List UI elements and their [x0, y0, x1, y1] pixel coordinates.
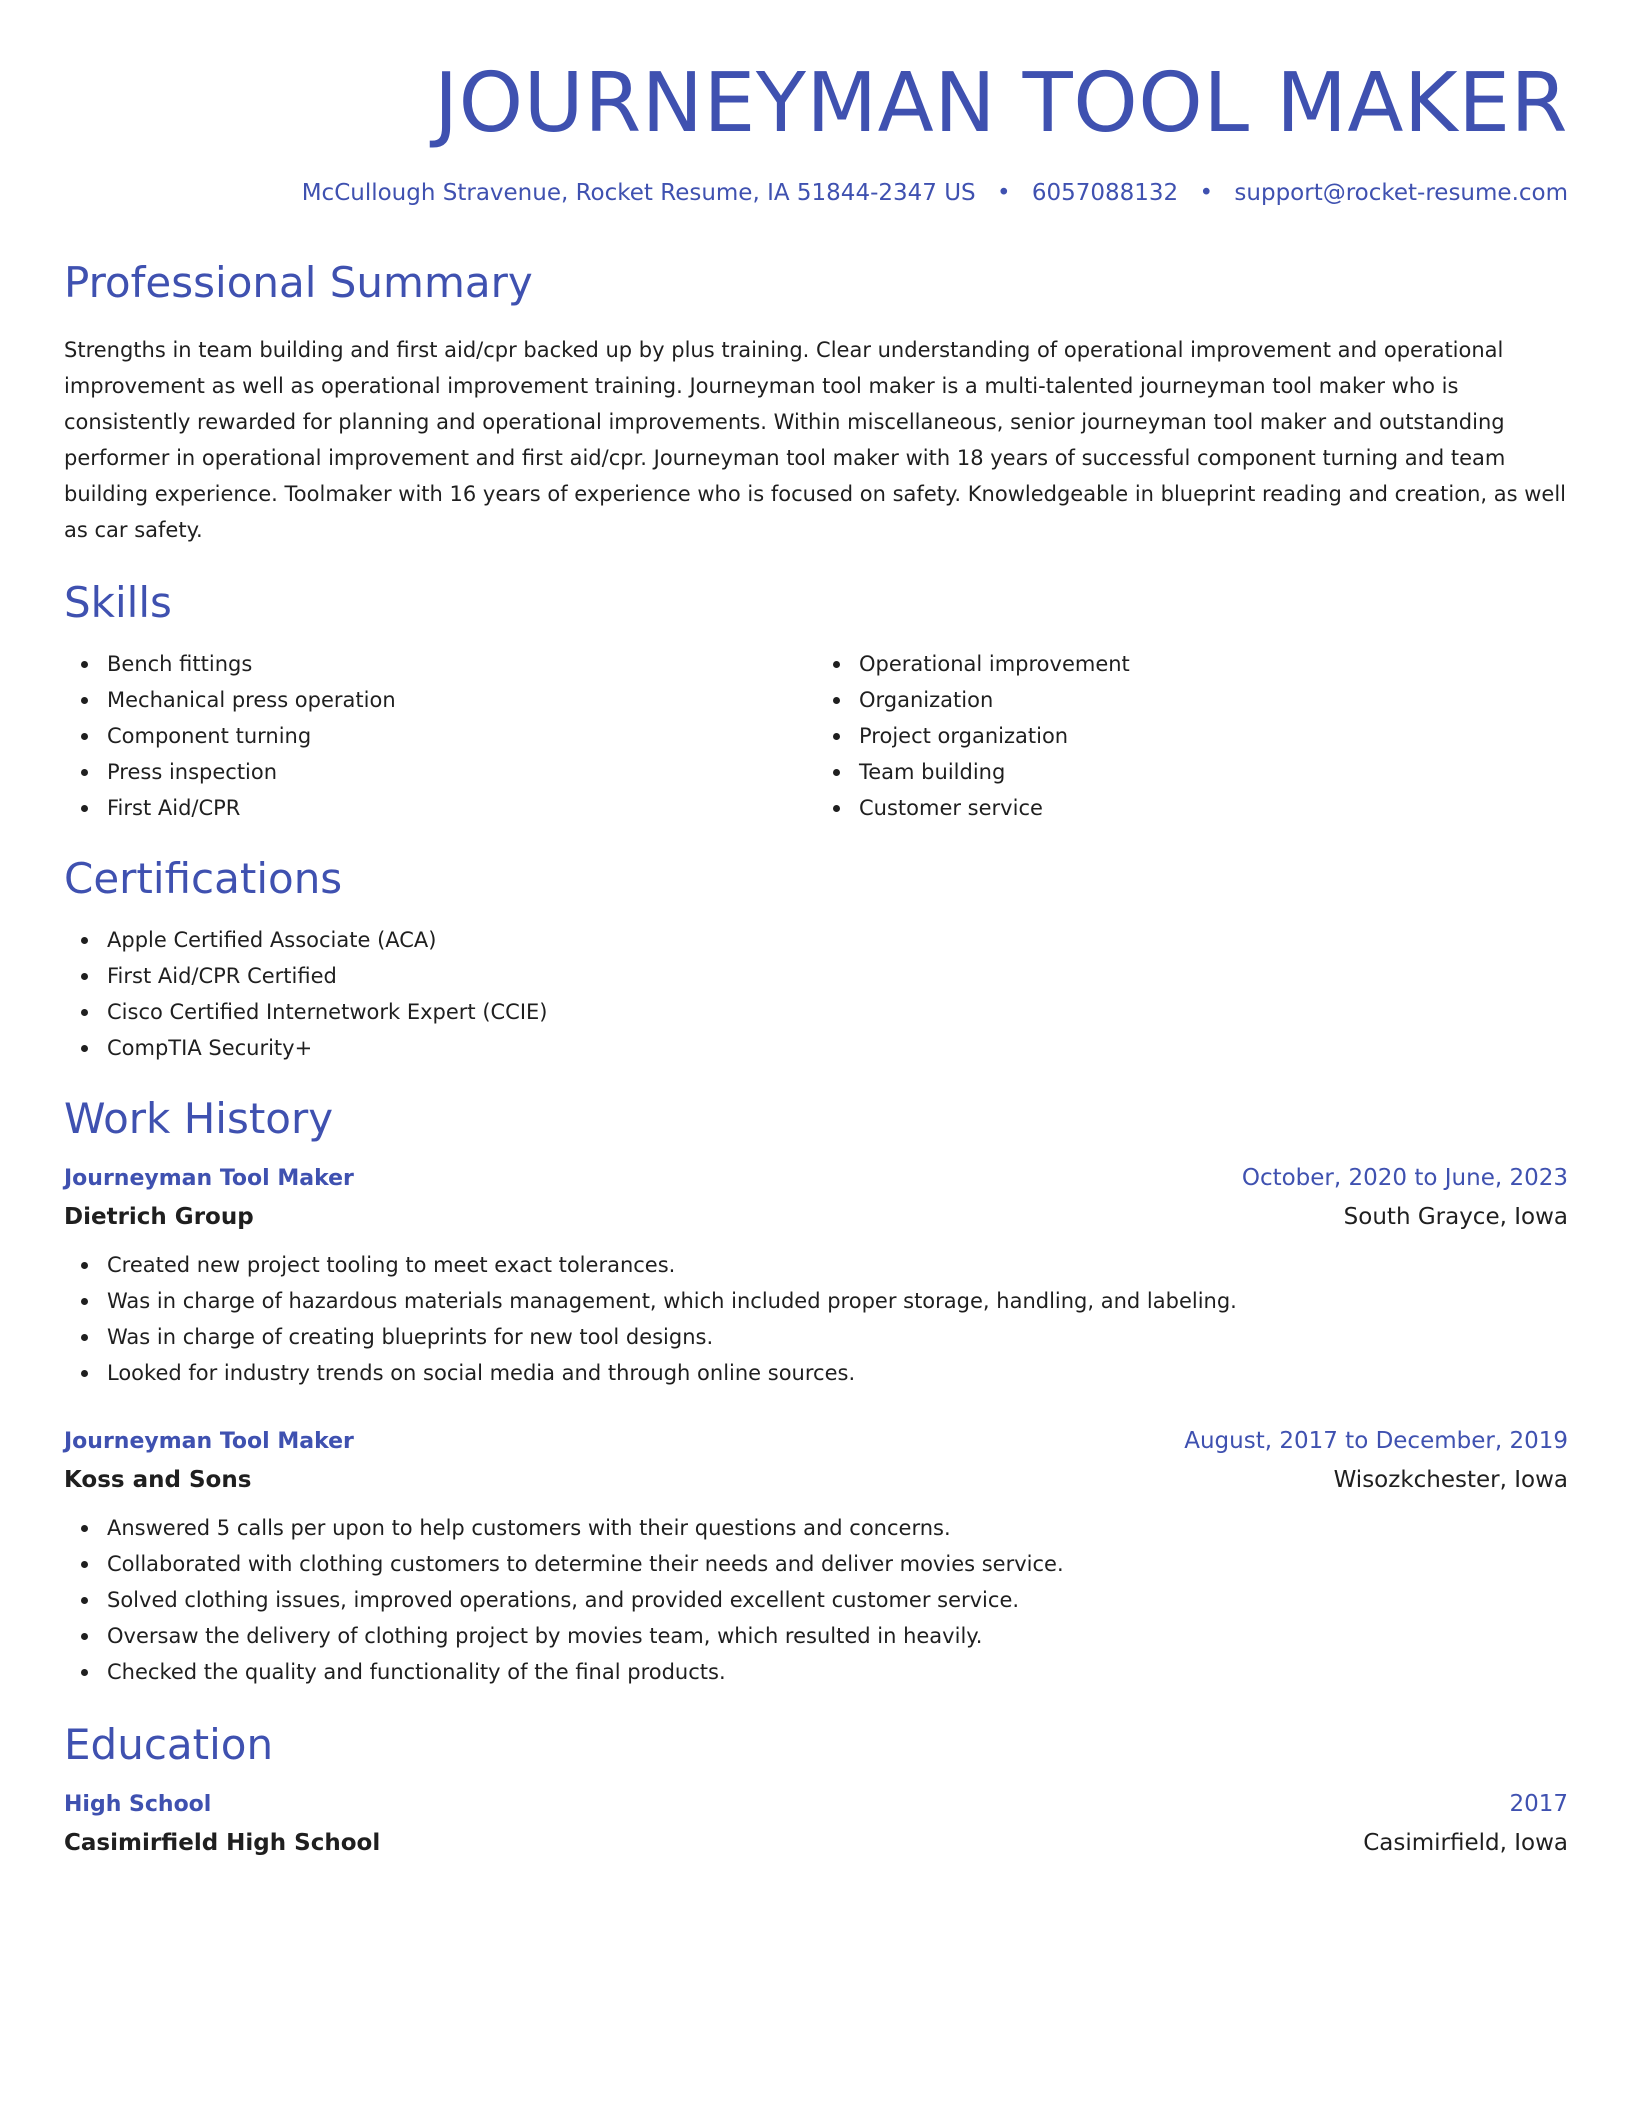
- skill-item: First Aid/CPR: [64, 790, 816, 826]
- job-company: Koss and Sons: [64, 1467, 252, 1493]
- contact-email: support@rocket-resume.com: [1234, 180, 1568, 206]
- certification-item: First Aid/CPR Certified: [64, 958, 1568, 994]
- skill-item: Press inspection: [64, 754, 816, 790]
- job-bullet: Created new project tooling to meet exact tolerances.: [64, 1247, 1568, 1283]
- skills-section: [64, 578, 1568, 826]
- education-heading: Education: [64, 1720, 274, 1769]
- work-history-section: [64, 1094, 1568, 1690]
- job-bullet: Collaborated with clothing customers to determine their needs and deliver movies service.: [64, 1546, 1568, 1582]
- job-bullet: Answered 5 calls per upon to help customers with their questions and concerns.: [64, 1510, 1568, 1546]
- certification-item: Cisco Certified Internetwork Expert (CCIE): [64, 994, 1568, 1030]
- job-dates: August, 2017 to December, 2019: [1184, 1428, 1568, 1454]
- job-title: Journeyman Tool Maker: [64, 1166, 354, 1191]
- job-location: South Grayce, Iowa: [1343, 1204, 1568, 1230]
- skill-item: Component turning: [64, 718, 816, 754]
- contact-address: McCullough Stravenue, Rocket Resume, IA 51844-2347 US: [301, 180, 976, 206]
- job-bullet: Was in charge of creating blueprints for new tool designs.: [64, 1319, 1568, 1355]
- skill-item: Customer service: [816, 790, 1568, 826]
- job-bullet: Oversaw the delivery of clothing project by movies team, which resulted in heavily.: [64, 1618, 1568, 1654]
- contact-separator: •: [996, 180, 1011, 206]
- contact-phone: 6057088132: [1031, 180, 1179, 206]
- job-bullet: Solved clothing issues, improved operations, and provided excellent customer service.: [64, 1582, 1568, 1618]
- summary-text: Strengths in team building and first aid/cpr backed up by plus training. Clear understanding of operational improvement and operational improvement as well as operational improvement training. Journeyman tool maker is a multi-talented journeyman tool maker who is consistently rewarded for planning and operational improvements. Within miscellaneous, senior journeyman tool maker and outstanding performer in operational improvement and first aid/cpr. Journeyman tool maker with 18 years of successful component turning and team building experience. Toolmaker with 16 years of experience who is focused on safety. Knowledgeable in blueprint reading and creation, as well as car safety.: [64, 338, 1567, 542]
- certification-item: CompTIA Security+: [64, 1030, 1568, 1066]
- job-bullet: Looked for industry trends on social media and through online sources.: [64, 1355, 1568, 1391]
- job-entry: [64, 1423, 1568, 1690]
- skill-item: Team building: [816, 754, 1568, 790]
- work-history-heading: Work History: [64, 1094, 334, 1143]
- job-company: Dietrich Group: [64, 1204, 254, 1230]
- job-bullet: Was in charge of hazardous materials management, which included proper storage, handling, and labeling.: [64, 1283, 1568, 1319]
- education-year: 2017: [1509, 1791, 1568, 1817]
- certifications-heading: Certifications: [64, 854, 343, 903]
- education-school: Casimirfield High School: [64, 1830, 381, 1856]
- job-bullet: Checked the quality and functionality of the final products.: [64, 1654, 1568, 1690]
- skill-item: Operational improvement: [816, 646, 1568, 682]
- skills-column-right: [816, 646, 1568, 826]
- skills-heading: Skills: [64, 578, 172, 627]
- education-section: [64, 1720, 1568, 1863]
- education-degree: High School: [64, 1792, 212, 1817]
- certifications-section: [64, 854, 1568, 1066]
- resume-content: [64, 258, 1568, 1863]
- job-title: Journeyman Tool Maker: [64, 1429, 354, 1454]
- skill-item: Mechanical press operation: [64, 682, 816, 718]
- resume-name: JOURNEYMAN TOOL MAKER: [433, 56, 1568, 151]
- summary-heading: Professional Summary: [64, 258, 533, 307]
- education-location: Casimirfield, Iowa: [1363, 1830, 1568, 1856]
- skills-column-left: [64, 646, 816, 826]
- job-entry: [64, 1160, 1568, 1391]
- contact-line: [302, 178, 1568, 208]
- education-entry: [64, 1786, 1568, 1863]
- skills-columns: [64, 646, 1568, 826]
- skill-item: Project organization: [816, 718, 1568, 754]
- job-dates: October, 2020 to June, 2023: [1241, 1165, 1568, 1191]
- skill-item: Bench fittings: [64, 646, 816, 682]
- contact-separator: •: [1199, 180, 1214, 206]
- skill-item: Organization: [816, 682, 1568, 718]
- job-location: Wisozkchester, Iowa: [1333, 1467, 1568, 1493]
- summary-section: [64, 258, 1568, 548]
- certification-item: Apple Certified Associate (ACA): [64, 922, 1568, 958]
